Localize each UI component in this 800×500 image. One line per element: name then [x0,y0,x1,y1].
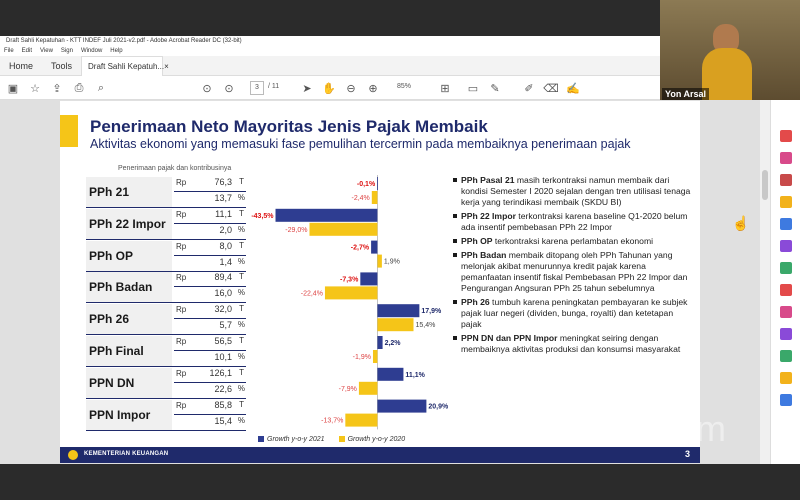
bar-2021 [360,272,377,285]
menu-bar [0,46,660,56]
accent-bar [60,115,78,147]
zoom-level[interactable]: 85% [397,83,412,90]
bar-label: -2,7% [350,244,370,252]
bullet-head: PPN DN dan PPN Impor [461,333,558,343]
select-cursor-icon[interactable]: ➤ [302,82,312,95]
row-divider [174,223,246,224]
zoom-in-icon[interactable]: ⊕ [368,82,378,95]
prev-page-icon[interactable]: ⊙ [202,82,212,95]
bullet-head: PPh OP [461,236,493,246]
row-share: 22,6 [214,383,232,394]
row-label: PPh 21 [89,185,130,199]
currency: Rp [176,337,187,346]
bullet-item [452,236,692,247]
row-unit: T [239,177,244,186]
bullet-text: tumbuh karena peningkatan pembayaran ke subjek pajak luar negeri (dividen, bunga, royalti) dan ketetapan pajak [461,297,688,329]
table-caption: Penerimaan pajak dan kontribusinya [118,165,232,172]
bullet-text: terkontraksi karena baseline Q1-2020 belum ada insentif pembebasan PPh 22 Impor [461,211,688,232]
row-label: PPh OP [89,248,134,263]
bar-label: -1,9% [352,354,371,361]
row-amount: 32,0 [214,304,232,315]
slide-footer [60,447,700,463]
table-row [86,272,246,303]
close-icon[interactable]: × [164,61,169,71]
bullet-item [452,175,692,208]
row-unit: T [239,367,244,377]
table-row [86,241,246,272]
table-row [86,177,246,208]
bar-2021 [377,336,382,349]
ministry-name: KEMENTERIAN KEUANGAN [84,451,169,457]
row-amount: 8,0 [219,240,232,251]
bar-2020 [372,191,378,204]
comment-tool-icon[interactable] [780,196,792,208]
row-pct-symbol: % [237,224,245,234]
row-share: 10,1 [214,352,232,362]
eraser-icon[interactable]: ⌫ [543,82,559,95]
page-total: / 11 [268,83,280,90]
row-share: 13,7 [214,193,232,203]
stamp-icon[interactable] [780,372,792,384]
bar-label: -0,1% [356,181,376,188]
row-amount: 11,1 [215,208,232,219]
row-label: PPh Final [89,344,144,358]
hand-icon[interactable]: ✋ [322,82,336,95]
row-divider [174,286,246,287]
table-row [86,368,246,399]
highlight-icon[interactable]: ✎ [490,82,500,95]
scroll-thumb[interactable] [762,170,768,200]
currency: Rp [176,209,187,219]
menu-file[interactable]: File [4,48,14,54]
bar-2021 [377,177,378,190]
bar-2021 [377,400,426,413]
bar-2020 [359,382,378,395]
upload-icon[interactable]: ⇪ [52,82,62,95]
protect-icon[interactable] [780,284,792,296]
bar-label: 20,9% [428,403,449,411]
webcam-tile [660,0,800,100]
row-pct-symbol: % [237,193,245,202]
zoom-out-icon[interactable]: ⊖ [346,82,356,95]
row-label: PPh 22 Impor [89,216,166,231]
slide-subtitle: Aktivitas ekonomi yang memasuki fase pemulihan tercermin pada membaiknya penerimaan pajak [90,137,631,151]
bullet-item [452,250,692,294]
bar-label: -29,0% [285,226,308,234]
fit-page-icon[interactable]: ⊞ [440,82,450,95]
row-pct-symbol: % [237,256,245,266]
bullet-list [452,175,692,358]
scan-icon[interactable] [780,262,792,274]
search-icon[interactable]: ⌕ [97,81,105,94]
edit-pdf-icon[interactable] [780,174,792,186]
bar-2020 [345,414,377,427]
menu-window[interactable]: Window [80,48,103,54]
fill-sign-icon[interactable] [780,306,792,318]
bar-label: -2,4% [351,195,370,202]
tab-document-label: Draft Sahli Kepatuh... [88,61,165,71]
row-amount: 126,1 [209,367,232,378]
row-unit: T [239,336,244,345]
menu-help[interactable]: Help [110,48,123,54]
row-pct-symbol: % [237,352,245,361]
row-unit: T [239,304,244,314]
bullet-item [452,211,692,233]
menu-view[interactable]: View [40,48,53,54]
row-pct-symbol: % [237,383,245,393]
row-share: 16,0 [214,288,232,299]
sign-icon[interactable]: ✍ [566,82,580,95]
create-pdf-icon[interactable] [780,152,792,164]
tab-home[interactable]: Home [9,60,34,71]
star-icon[interactable]: ☆ [30,82,40,95]
toolbar [0,76,770,100]
row-divider [174,255,246,256]
bar-2021 [377,304,419,317]
currency: Rp [176,178,187,187]
row-share: 5,7 [219,320,232,331]
bullet-text: masih terkontraksi namun membaik dari kondisi Semester I 2020 sejalan dengan tren utilisasi tenaga kerja yang terindikasi membaik (SKDU BI) [461,175,691,207]
bar-label: -13,7% [321,417,344,425]
row-amount: 89,4 [214,272,232,283]
row-label: PPN Impor [89,407,151,422]
chart-legend [258,436,405,443]
bullet-text: meningkat seiring dengan membaiknya aktivitas produksi dan konsumsi masyarakat [461,333,681,354]
more-tools-icon[interactable] [780,394,792,406]
tab-document[interactable] [81,56,169,76]
row-label: PPN DN [89,375,135,390]
bar-label: -7,3% [340,276,359,284]
print-icon[interactable]: ⎙ [74,81,84,94]
bar-label: 1,9% [383,258,400,266]
next-page-icon[interactable]: ⊙ [224,82,234,95]
slide-page-number: 3 [684,449,690,459]
tab-tools[interactable]: Tools [51,60,73,71]
row-divider [174,318,246,319]
draw-icon[interactable]: ✐ [524,82,534,95]
participant-body [702,48,752,100]
bullet-head: PPh Pasal 21 [461,175,515,185]
row-unit: T [239,208,244,218]
currency: Rp [176,241,187,251]
bullet-text: terkontraksi karena perlambatan ekonomi [492,236,654,246]
currency: Rp [176,400,187,410]
bar-2021 [377,368,403,381]
bar-2020 [309,223,377,236]
participant-name: Yon Arsal [662,88,709,100]
save-icon[interactable]: ▣ [7,82,19,95]
bar-2020 [377,318,413,331]
row-unit: T [239,240,244,250]
row-amount: 76,3 [214,177,232,187]
bar-label: 17,9% [421,308,442,316]
zoom-watermark: zoom [635,408,728,449]
bullet-item [452,333,692,355]
bullet-head: PPh 22 Impor [461,211,516,221]
send-icon[interactable] [780,328,792,340]
row-divider [174,350,246,351]
table-row [86,400,246,431]
row-amount: 85,8 [214,399,232,410]
row-unit: T [239,399,244,409]
slide-title: Penerimaan Neto Mayoritas Jenis Pajak Membaik [90,117,488,136]
bar-2021 [371,241,377,254]
slide-page [60,101,700,463]
growth-chart [251,173,450,455]
legend-2021: Growth y-o-y 2021 [258,436,325,443]
legend-2020: Growth y-o-y 2020 [339,436,406,443]
row-unit: T [239,272,244,282]
row-amount: 56,5 [214,336,232,346]
scrollbar[interactable] [760,100,770,464]
bar-label: 2,2% [384,340,401,347]
bar-label: 15,4% [415,322,436,330]
bar-label: -43,5% [251,212,274,220]
bar-2021 [276,209,378,222]
bar-label: -7,9% [338,385,357,393]
table-row [86,336,246,367]
bar-2020 [325,286,377,299]
combine-icon[interactable] [780,218,792,230]
bar-label: 11,1% [405,371,425,379]
row-pct-symbol: % [237,288,245,298]
hand-cursor-icon: ☝ [732,215,750,231]
comment-icon[interactable]: ▭ [467,82,479,95]
row-label: PPh 26 [89,312,130,327]
tools-sidebar [770,100,800,464]
row-bottom-line [86,430,246,431]
menu-sign[interactable]: Sign [60,48,73,54]
row-divider [174,414,246,415]
page-number-input[interactable]: 3 [250,81,264,95]
bar-2020 [377,255,381,268]
window-title: Draft Sahli Kepatuhan - KTT INDEF Juli 2021-v2.pdf - Adobe Acrobat Reader DC (32-bit) [0,36,660,46]
row-share: 15,4 [214,415,232,426]
currency: Rp [176,305,187,315]
bar-label: -22,4% [300,290,323,298]
row-pct-symbol: % [237,320,245,330]
row-label: PPh Badan [89,280,153,295]
table-row [86,304,246,335]
row-share: 1,4 [219,256,232,267]
bullet-head: PPh Badan [461,250,507,260]
export-pdf-icon[interactable] [780,130,792,142]
row-share: 2,0 [219,224,232,235]
organize-icon[interactable] [780,240,792,252]
optimize-icon[interactable] [780,350,792,362]
bullet-text: membaik ditopang oleh PPh Tahunan yang melonjak akibat menurunnya kredit pajak karena pemanfaatan insentif fiskal Pembebasan PPh 22 Impor dan Pengurangan Angsuran PPh 25 tahun sebelumnya [461,250,688,293]
row-divider [174,382,246,383]
ministry-logo-icon [68,450,78,460]
table-row [86,209,246,240]
menu-edit[interactable]: Edit [21,48,33,54]
currency: Rp [176,368,187,378]
currency: Rp [176,273,187,283]
bullet-head: PPh 26 [461,297,490,307]
row-pct-symbol: % [237,415,245,425]
row-divider [174,191,246,192]
bar-2020 [373,350,377,363]
bullet-item [452,297,692,330]
